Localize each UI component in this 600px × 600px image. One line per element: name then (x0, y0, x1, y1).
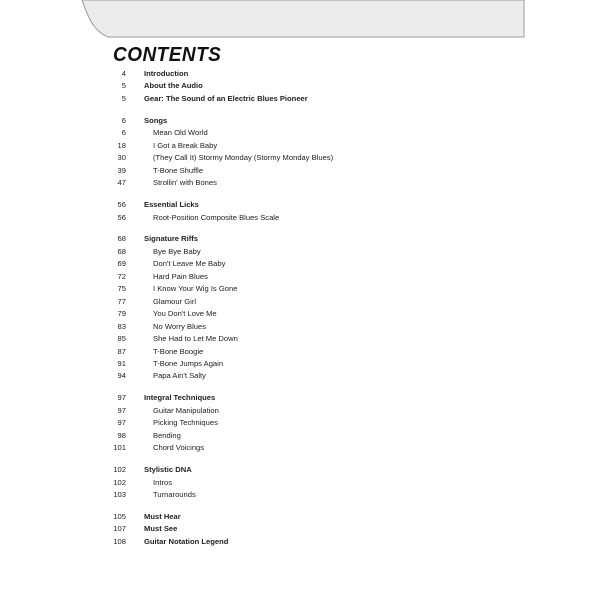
toc-page-number: 97 (117, 393, 126, 403)
toc-entry-label: Signature Riffs (144, 234, 199, 244)
toc-page-number: 87 (117, 346, 126, 356)
toc-entry-label: T-Bone Boogie (153, 346, 204, 356)
toc-entry-label: Gear: The Sound of an Electric Blues Pioneer (144, 93, 308, 103)
toc-entry-label: Root-Position Composite Blues Scale (153, 212, 280, 222)
toc-page-number: 75 (117, 284, 126, 294)
toc-page-number: 77 (117, 296, 126, 306)
toc-entry-label: About the Audio (144, 81, 203, 91)
toc-entry-label: (They Call It) Stormy Monday (Stormy Monday Blues) (153, 153, 334, 163)
toc-entry-label: Picking Techniques (153, 418, 218, 428)
toc-page-number: 47 (117, 178, 126, 188)
toc-page-number: 6 (121, 128, 126, 138)
toc-entry-label: Don't Leave Me Baby (153, 259, 226, 269)
toc-entry-label: Chord Voicings (153, 443, 205, 453)
toc-page-number: 56 (117, 200, 126, 210)
toc-entry-label: Must Hear (144, 511, 181, 521)
toc-entry-label: Must See (144, 524, 178, 534)
toc-page-number: 4 (121, 69, 126, 78)
toc-page-number: 39 (117, 165, 126, 175)
toc-entry-label: Guitar Notation Legend (144, 536, 229, 546)
toc-page-number: 85 (117, 334, 126, 344)
toc-page-number: 79 (117, 309, 126, 319)
toc-entry-label: She Had to Let Me Down (153, 334, 238, 344)
toc-entry-label: No Worry Blues (153, 321, 207, 331)
toc-entry-label: I Got a Break Baby (153, 140, 218, 150)
toc-entry-label: T-Bone Jumps Again (153, 358, 224, 368)
toc-entry-label: Strollin' with Bones (153, 178, 217, 188)
toc-entry-label: Hard Pain Blues (153, 271, 208, 281)
toc-entry-label: You Don't Love Me (153, 309, 217, 319)
toc-entry-label: Mean Old World (153, 128, 208, 138)
toc-page-number: 98 (117, 430, 126, 440)
toc-entry-label: Introduction (144, 69, 189, 78)
toc-page-number: 68 (117, 234, 126, 244)
toc-page-number: 18 (117, 140, 126, 150)
toc-entry-label: I Know Your Wig Is Gone (153, 284, 238, 294)
toc-entry-label: Glamour Girl (153, 296, 197, 306)
toc-page-number: 102 (113, 477, 126, 487)
toc-page-number: 83 (117, 321, 126, 331)
toc-page-number: 5 (121, 93, 126, 103)
page-title: CONTENTS (113, 44, 222, 66)
toc-entry-label: Bending (153, 430, 181, 440)
toc-page-number: 69 (117, 259, 126, 269)
toc-entry-label: Papa Ain't Salty (153, 371, 206, 381)
toc-page-number: 91 (117, 358, 126, 368)
toc-page-number: 102 (113, 465, 126, 475)
toc-entry-label: Songs (144, 115, 168, 125)
toc-entry-label: Turnarounds (153, 490, 196, 499)
toc-entry-label: Bye Bye Baby (153, 246, 201, 256)
toc-page-number: 5 (121, 81, 126, 91)
toc-page-number: 107 (113, 524, 126, 534)
toc-page-number: 30 (117, 153, 126, 163)
toc-page-number: 103 (113, 490, 126, 499)
toc-page-number: 72 (117, 271, 126, 281)
toc-page-number: 56 (117, 212, 126, 222)
toc-entry-label: Intros (153, 477, 172, 487)
toc-page-number: 108 (113, 536, 126, 546)
toc-page-number: 97 (117, 405, 126, 415)
toc-page-number: 105 (113, 511, 126, 521)
toc-page-number: 6 (121, 115, 126, 125)
toc-entry-label: Stylistic DNA (144, 465, 192, 475)
toc-page-number: 68 (117, 246, 126, 256)
toc-page-number: 101 (113, 443, 126, 453)
toc-page-number: 97 (117, 418, 126, 428)
toc-entry-label: Guitar Manipulation (153, 405, 219, 415)
toc-entry-label: Essential Licks (144, 200, 199, 210)
toc-page-number: 94 (117, 371, 126, 381)
toc-entry-label: T-Bone Shuffle (153, 165, 204, 175)
toc-entry-label: Integral Techniques (144, 393, 216, 403)
